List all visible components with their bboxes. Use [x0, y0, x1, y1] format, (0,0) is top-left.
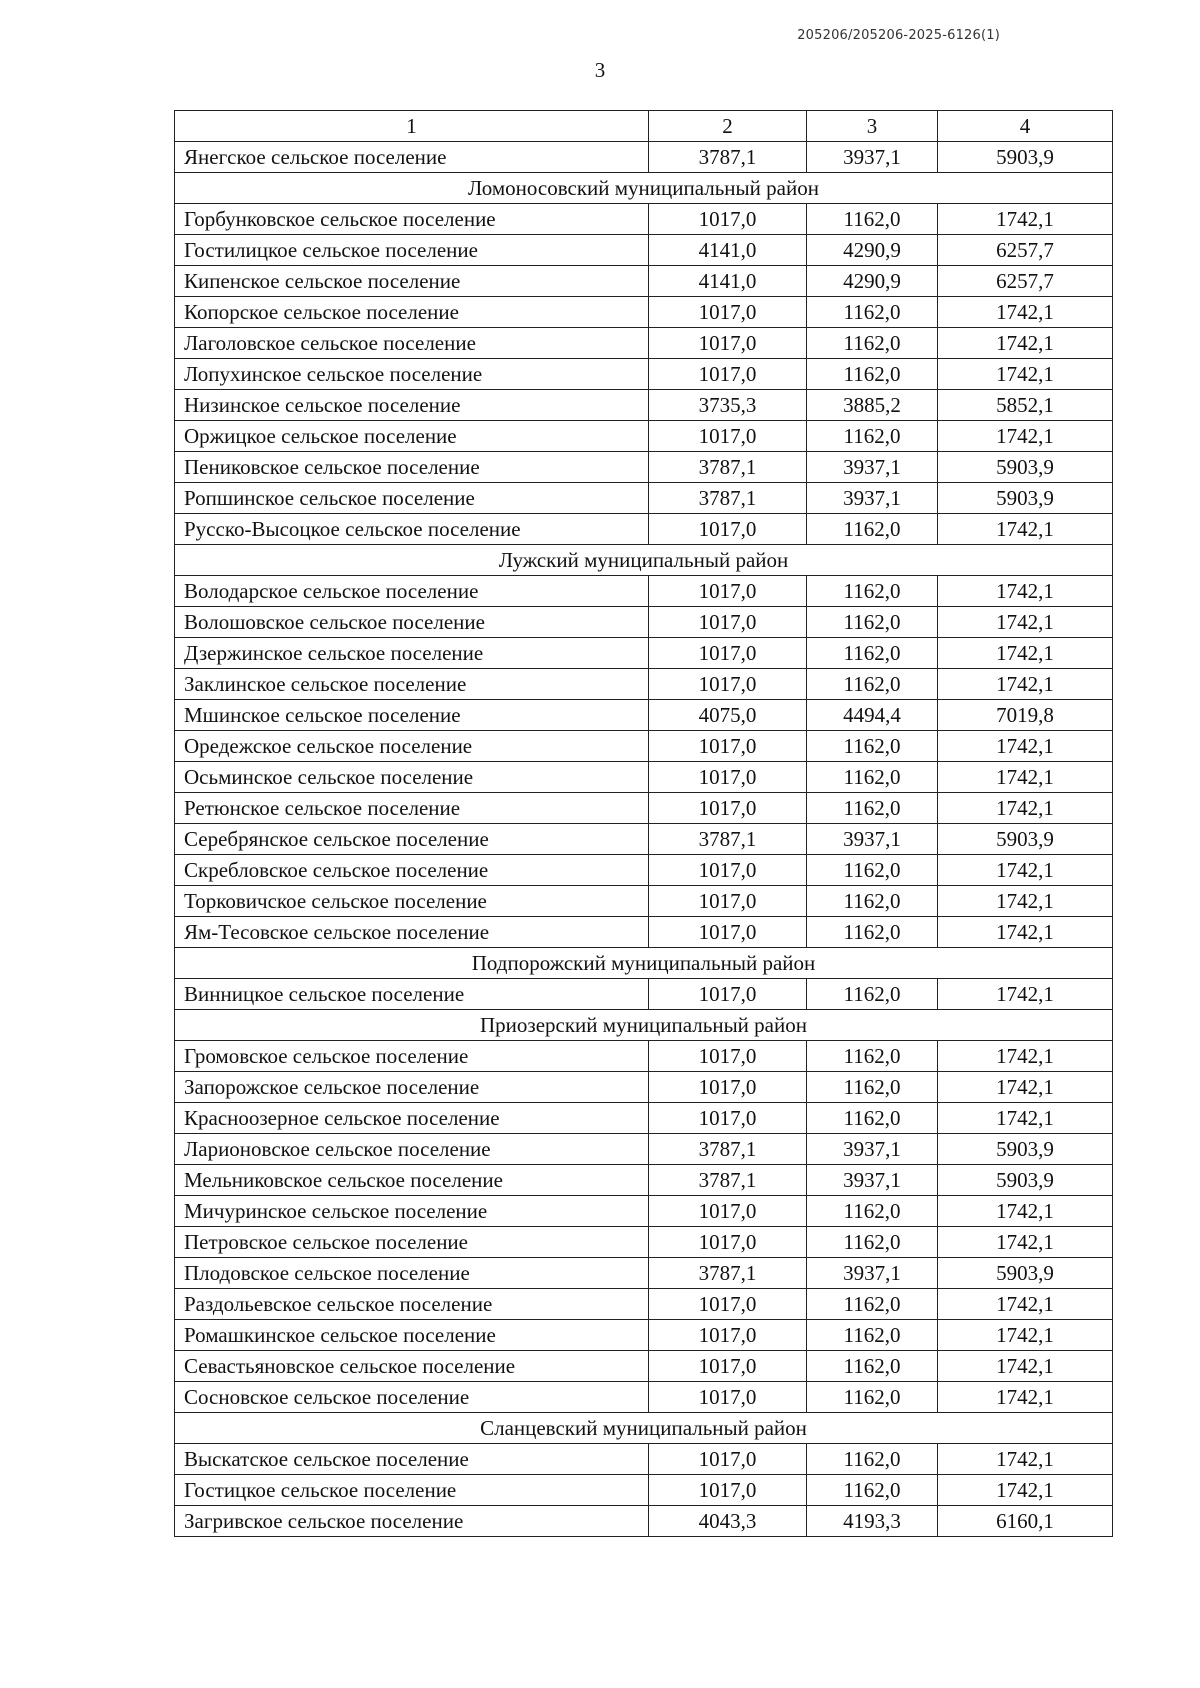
table-row	[175, 483, 1113, 514]
value-col-4: 5903,9	[938, 1165, 1113, 1196]
value-col-3: 1162,0	[807, 917, 938, 948]
value-col-4: 5903,9	[938, 824, 1113, 855]
value-col-4: 1742,1	[938, 731, 1113, 762]
table-header-row	[175, 111, 1113, 142]
value-col-2: 4043,3	[649, 1506, 807, 1537]
column-header: 1	[175, 111, 649, 142]
settlement-name: Скребловское сельское поселение	[175, 855, 649, 886]
table-row	[175, 669, 1113, 700]
district-name: Приозерский муниципальный район	[175, 1010, 1113, 1041]
value-col-4: 6257,7	[938, 235, 1113, 266]
value-col-4: 1742,1	[938, 669, 1113, 700]
value-col-2: 1017,0	[649, 1351, 807, 1382]
value-col-4: 1742,1	[938, 328, 1113, 359]
value-col-2: 3787,1	[649, 1165, 807, 1196]
value-col-3: 4494,4	[807, 700, 938, 731]
table-row	[175, 1475, 1113, 1506]
table-row	[175, 421, 1113, 452]
settlement-name: Серебрянское сельское поселение	[175, 824, 649, 855]
table-row	[175, 452, 1113, 483]
table-row	[175, 390, 1113, 421]
value-col-2: 1017,0	[649, 917, 807, 948]
value-col-4: 1742,1	[938, 421, 1113, 452]
value-col-4: 1742,1	[938, 1444, 1113, 1475]
table-row	[175, 1444, 1113, 1475]
district-name: Лужский муниципальный район	[175, 545, 1113, 576]
settlement-name: Загривское сельское поселение	[175, 1506, 649, 1537]
value-col-2: 1017,0	[649, 1475, 807, 1506]
value-col-2: 1017,0	[649, 1196, 807, 1227]
value-col-3: 1162,0	[807, 731, 938, 762]
value-col-3: 3937,1	[807, 824, 938, 855]
district-header-row	[175, 1010, 1113, 1041]
value-col-4: 1742,1	[938, 204, 1113, 235]
value-col-3: 1162,0	[807, 1351, 938, 1382]
value-col-2: 1017,0	[649, 669, 807, 700]
column-header: 4	[938, 111, 1113, 142]
settlement-name: Низинское сельское поселение	[175, 390, 649, 421]
value-col-2: 4141,0	[649, 266, 807, 297]
settlement-name: Лопухинское сельское поселение	[175, 359, 649, 390]
value-col-3: 1162,0	[807, 297, 938, 328]
document-id: 205206/205206-2025-6126(1)	[797, 28, 1000, 43]
table-row	[175, 638, 1113, 669]
table-row	[175, 1072, 1113, 1103]
settlement-name: Петровское сельское поселение	[175, 1227, 649, 1258]
settlement-name: Горбунковское сельское поселение	[175, 204, 649, 235]
table-row	[175, 1196, 1113, 1227]
settlement-name: Лаголовское сельское поселение	[175, 328, 649, 359]
table-row	[175, 731, 1113, 762]
value-col-4: 1742,1	[938, 1072, 1113, 1103]
table-row	[175, 607, 1113, 638]
value-col-2: 1017,0	[649, 1041, 807, 1072]
value-col-4: 1742,1	[938, 1103, 1113, 1134]
value-col-4: 1742,1	[938, 1351, 1113, 1382]
table-row	[175, 979, 1113, 1010]
value-col-4: 1742,1	[938, 979, 1113, 1010]
table-row	[175, 1351, 1113, 1382]
table-row	[175, 1041, 1113, 1072]
settlement-name: Заклинское сельское поселение	[175, 669, 649, 700]
value-col-4: 1742,1	[938, 1041, 1113, 1072]
value-col-3: 1162,0	[807, 886, 938, 917]
table-row	[175, 917, 1113, 948]
value-col-3: 1162,0	[807, 1444, 938, 1475]
table-row	[175, 142, 1113, 173]
value-col-2: 3787,1	[649, 824, 807, 855]
table-row	[175, 1506, 1113, 1537]
district-name: Ломоносовский муниципальный район	[175, 173, 1113, 204]
value-col-2: 1017,0	[649, 638, 807, 669]
settlement-name: Осьминское сельское поселение	[175, 762, 649, 793]
value-col-2: 1017,0	[649, 297, 807, 328]
value-col-2: 3787,1	[649, 142, 807, 173]
value-col-2: 1017,0	[649, 421, 807, 452]
table-row	[175, 855, 1113, 886]
value-col-3: 3937,1	[807, 452, 938, 483]
table-row	[175, 359, 1113, 390]
value-col-4: 1742,1	[938, 1320, 1113, 1351]
value-col-3: 1162,0	[807, 1289, 938, 1320]
value-col-4: 1742,1	[938, 1289, 1113, 1320]
value-col-4: 5903,9	[938, 452, 1113, 483]
value-col-3: 1162,0	[807, 359, 938, 390]
value-col-3: 1162,0	[807, 1103, 938, 1134]
table-row	[175, 1320, 1113, 1351]
settlement-name: Плодовское сельское поселение	[175, 1258, 649, 1289]
value-col-3: 1162,0	[807, 607, 938, 638]
district-header-row	[175, 173, 1113, 204]
settlement-name: Мельниковское сельское поселение	[175, 1165, 649, 1196]
settlements-table	[174, 110, 1113, 1537]
settlement-name: Красноозерное сельское поселение	[175, 1103, 649, 1134]
value-col-3: 1162,0	[807, 1475, 938, 1506]
value-col-3: 1162,0	[807, 1320, 938, 1351]
value-col-2: 1017,0	[649, 1227, 807, 1258]
value-col-3: 3885,2	[807, 390, 938, 421]
table-row	[175, 700, 1113, 731]
settlement-name: Севастьяновское сельское поселение	[175, 1351, 649, 1382]
value-col-4: 1742,1	[938, 855, 1113, 886]
value-col-4: 1742,1	[938, 359, 1113, 390]
value-col-4: 1742,1	[938, 1196, 1113, 1227]
value-col-3: 1162,0	[807, 1196, 938, 1227]
value-col-4: 1742,1	[938, 1382, 1113, 1413]
settlement-name: Запорожское сельское поселение	[175, 1072, 649, 1103]
value-col-2: 3787,1	[649, 1134, 807, 1165]
settlement-name: Выскатское сельское поселение	[175, 1444, 649, 1475]
value-col-3: 1162,0	[807, 855, 938, 886]
value-col-2: 1017,0	[649, 607, 807, 638]
settlement-name: Оржицкое сельское поселение	[175, 421, 649, 452]
value-col-3: 1162,0	[807, 1227, 938, 1258]
value-col-4: 1742,1	[938, 297, 1113, 328]
value-col-2: 1017,0	[649, 204, 807, 235]
value-col-4: 1742,1	[938, 576, 1113, 607]
value-col-2: 1017,0	[649, 886, 807, 917]
settlement-name: Винницкое сельское поселение	[175, 979, 649, 1010]
value-col-3: 1162,0	[807, 979, 938, 1010]
table-row	[175, 514, 1113, 545]
settlement-name: Ромашкинское сельское поселение	[175, 1320, 649, 1351]
value-col-4: 1742,1	[938, 762, 1113, 793]
table-row	[175, 1289, 1113, 1320]
value-col-2: 4075,0	[649, 700, 807, 731]
column-header: 2	[649, 111, 807, 142]
value-col-3: 1162,0	[807, 204, 938, 235]
settlement-name: Ям-Тесовское сельское поселение	[175, 917, 649, 948]
value-col-2: 3787,1	[649, 1258, 807, 1289]
value-col-4: 5903,9	[938, 142, 1113, 173]
value-col-3: 1162,0	[807, 514, 938, 545]
value-col-2: 1017,0	[649, 1103, 807, 1134]
settlement-name: Сосновское сельское поселение	[175, 1382, 649, 1413]
value-col-3: 1162,0	[807, 762, 938, 793]
value-col-2: 1017,0	[649, 793, 807, 824]
table-row	[175, 1165, 1113, 1196]
value-col-3: 3937,1	[807, 1258, 938, 1289]
value-col-2: 1017,0	[649, 576, 807, 607]
district-header-row	[175, 1413, 1113, 1444]
column-header: 3	[807, 111, 938, 142]
table-row	[175, 1258, 1113, 1289]
value-col-3: 1162,0	[807, 328, 938, 359]
settlement-name: Мичуринское сельское поселение	[175, 1196, 649, 1227]
table-body	[175, 111, 1113, 1537]
settlement-name: Ларионовское сельское поселение	[175, 1134, 649, 1165]
value-col-2: 1017,0	[649, 1072, 807, 1103]
value-col-2: 1017,0	[649, 1382, 807, 1413]
value-col-3: 1162,0	[807, 1041, 938, 1072]
settlement-name: Мшинское сельское поселение	[175, 700, 649, 731]
value-col-2: 3735,3	[649, 390, 807, 421]
settlement-name: Ропшинское сельское поселение	[175, 483, 649, 514]
value-col-3: 3937,1	[807, 483, 938, 514]
value-col-2: 1017,0	[649, 979, 807, 1010]
table-row	[175, 328, 1113, 359]
value-col-4: 5852,1	[938, 390, 1113, 421]
settlement-name: Волошовское сельское поселение	[175, 607, 649, 638]
value-col-4: 1742,1	[938, 1227, 1113, 1258]
value-col-2: 1017,0	[649, 1289, 807, 1320]
table-row	[175, 1382, 1113, 1413]
value-col-2: 1017,0	[649, 359, 807, 390]
value-col-4: 7019,8	[938, 700, 1113, 731]
value-col-3: 1162,0	[807, 793, 938, 824]
value-col-2: 3787,1	[649, 483, 807, 514]
table-row	[175, 1134, 1113, 1165]
value-col-4: 5903,9	[938, 483, 1113, 514]
value-col-4: 1742,1	[938, 793, 1113, 824]
value-col-2: 1017,0	[649, 1444, 807, 1475]
value-col-3: 3937,1	[807, 1134, 938, 1165]
value-col-4: 1742,1	[938, 917, 1113, 948]
settlement-name: Янегское сельское поселение	[175, 142, 649, 173]
value-col-2: 3787,1	[649, 452, 807, 483]
value-col-3: 3937,1	[807, 1165, 938, 1196]
value-col-4: 5903,9	[938, 1258, 1113, 1289]
settlement-name: Гостилицкое сельское поселение	[175, 235, 649, 266]
settlement-name: Дзержинское сельское поселение	[175, 638, 649, 669]
settlement-name: Оредежское сельское поселение	[175, 731, 649, 762]
district-name: Подпорожский муниципальный район	[175, 948, 1113, 979]
settlement-name: Гостицкое сельское поселение	[175, 1475, 649, 1506]
value-col-4: 6160,1	[938, 1506, 1113, 1537]
value-col-4: 1742,1	[938, 638, 1113, 669]
settlement-name: Русско-Высоцкое сельское поселение	[175, 514, 649, 545]
value-col-4: 5903,9	[938, 1134, 1113, 1165]
table-row	[175, 1227, 1113, 1258]
table-row	[175, 297, 1113, 328]
table-row	[175, 793, 1113, 824]
value-col-4: 6257,7	[938, 266, 1113, 297]
table-row	[175, 886, 1113, 917]
value-col-3: 1162,0	[807, 1072, 938, 1103]
value-col-3: 4193,3	[807, 1506, 938, 1537]
page-number: 3	[594, 58, 606, 82]
settlement-name: Ретюнское сельское поселение	[175, 793, 649, 824]
settlement-name: Раздольевское сельское поселение	[175, 1289, 649, 1320]
value-col-2: 1017,0	[649, 514, 807, 545]
value-col-2: 1017,0	[649, 328, 807, 359]
district-header-row	[175, 545, 1113, 576]
value-col-2: 1017,0	[649, 731, 807, 762]
value-col-2: 4141,0	[649, 235, 807, 266]
table-row	[175, 266, 1113, 297]
value-col-3: 3937,1	[807, 142, 938, 173]
settlement-name: Копорское сельское поселение	[175, 297, 649, 328]
table-row	[175, 824, 1113, 855]
value-col-2: 1017,0	[649, 855, 807, 886]
value-col-4: 1742,1	[938, 607, 1113, 638]
value-col-3: 1162,0	[807, 576, 938, 607]
value-col-2: 1017,0	[649, 762, 807, 793]
settlement-name: Кипенское сельское поселение	[175, 266, 649, 297]
value-col-3: 4290,9	[807, 266, 938, 297]
table-row	[175, 1103, 1113, 1134]
value-col-4: 1742,1	[938, 514, 1113, 545]
value-col-4: 1742,1	[938, 886, 1113, 917]
district-name: Сланцевский муниципальный район	[175, 1413, 1113, 1444]
table-row	[175, 762, 1113, 793]
value-col-3: 1162,0	[807, 1382, 938, 1413]
value-col-3: 1162,0	[807, 421, 938, 452]
district-header-row	[175, 948, 1113, 979]
settlement-name: Пениковское сельское поселение	[175, 452, 649, 483]
value-col-3: 1162,0	[807, 669, 938, 700]
settlement-name: Громовское сельское поселение	[175, 1041, 649, 1072]
value-col-3: 4290,9	[807, 235, 938, 266]
value-col-4: 1742,1	[938, 1475, 1113, 1506]
value-col-3: 1162,0	[807, 638, 938, 669]
settlement-name: Володарское сельское поселение	[175, 576, 649, 607]
value-col-2: 1017,0	[649, 1320, 807, 1351]
settlement-name: Торковичское сельское поселение	[175, 886, 649, 917]
table-row	[175, 576, 1113, 607]
table-row	[175, 235, 1113, 266]
table-row	[175, 204, 1113, 235]
